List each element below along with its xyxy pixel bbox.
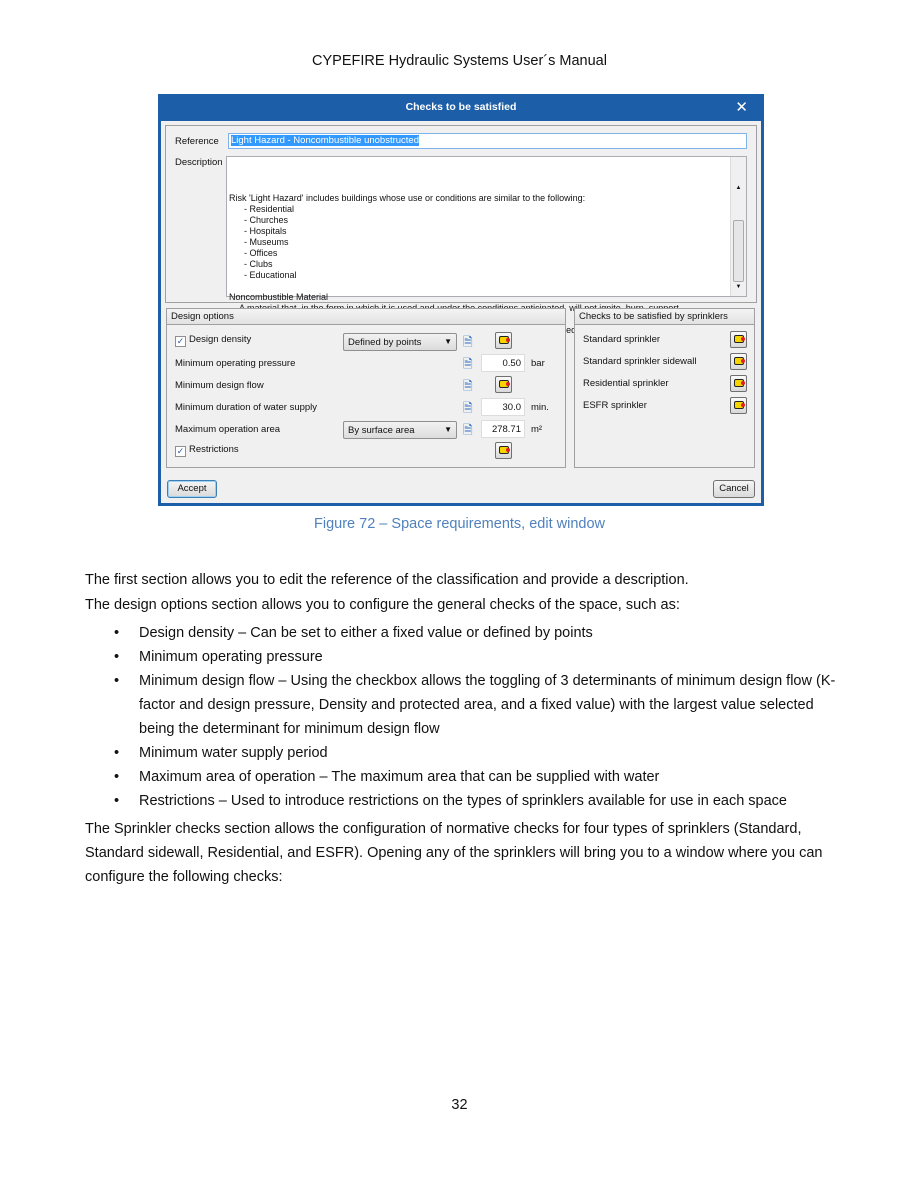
bullet-item: • Minimum design flow – Using the checkbox allows the toggling of 3 determinants of minimum design flow (K-factor and design pressure, Density and protected area, and a fixed value) with the largest value selected being the determinant for minimum design flow — [85, 669, 845, 741]
note-icon[interactable]: 🗎 — [463, 357, 473, 371]
paragraph: The first section allows you to edit the reference of the classification and provide a description. — [85, 572, 689, 588]
min-pressure-input[interactable]: 0.50 — [481, 354, 525, 372]
edit-restrictions-button[interactable] — [495, 442, 512, 459]
min-duration-label: Minimum duration of water supply — [175, 402, 318, 413]
description-line: - Clubs — [229, 259, 273, 269]
min-pressure-label: Minimum operating pressure — [175, 358, 296, 369]
bullet-item: • Design density – Can be set to either a fixed value or defined by points — [85, 621, 845, 645]
description-line: Risk 'Light Hazard' includes buildings whose use or conditions are similar to the following: — [229, 193, 586, 203]
edit-sprinkler-button[interactable] — [730, 397, 747, 414]
design-options-group — [166, 308, 566, 468]
chevron-down-icon: ▼ — [444, 425, 452, 434]
bullet-list — [85, 621, 845, 813]
description-line: - Churches — [229, 215, 289, 225]
max-area-select-value: By surface area — [348, 425, 415, 436]
min-flow-label: Minimum design flow — [175, 380, 264, 391]
min-duration-input[interactable]: 30.0 — [481, 398, 525, 416]
edit-sprinkler-button[interactable] — [730, 353, 747, 370]
scrollbar[interactable]: ▲ ▼ — [730, 157, 746, 296]
note-icon[interactable]: 🗎 — [463, 379, 473, 393]
bullet-item: • Minimum water supply period — [85, 741, 845, 765]
paragraph: The Sprinkler checks section allows the configuration of normative checks for four types of sprinklers (Standard, Standard sidewall, Residential, and ESFR). Opening any of the sprinklers will bring you to a window where you can configure the following checks: — [85, 821, 823, 885]
reference-input[interactable] — [228, 133, 747, 149]
description-textarea[interactable] — [226, 156, 747, 302]
design-density-select[interactable] — [343, 333, 457, 351]
design-density-checkbox[interactable]: ✓ Design density — [176, 334, 252, 346]
min-pressure-unit: bar — [531, 358, 545, 369]
design-options-title: Design options — [167, 309, 565, 325]
max-area-unit: m² — [531, 424, 543, 435]
paragraph: The design options section allows you to configure the general checks of the space, such as: — [85, 597, 680, 613]
accept-button[interactable]: Accept — [167, 480, 217, 498]
reference-value: Light Hazard - Noncombustible unobstructed — [231, 135, 419, 146]
sprinkler-label: Residential sprinkler — [583, 378, 669, 389]
sprinkler-checks-group — [574, 308, 755, 468]
design-density-label: Design density — [189, 334, 252, 345]
sprinkler-checks-title: Checks to be satisfied by sprinklers — [575, 309, 754, 325]
page-header: CYPEFIRE Hydraulic Systems User´s Manual — [312, 53, 607, 69]
cancel-button[interactable]: Cancel — [713, 480, 755, 498]
edit-design-density-button[interactable] — [495, 332, 512, 349]
page-number: 32 — [451, 1097, 468, 1113]
checks-dialog — [158, 94, 764, 506]
description-line: - Offices — [229, 248, 278, 258]
edit-sprinkler-button[interactable] — [730, 375, 747, 392]
sprinkler-label: Standard sprinkler — [583, 334, 661, 345]
description-line: - Educational — [229, 270, 297, 280]
min-duration-unit: min. — [531, 402, 549, 413]
description-line — [229, 281, 726, 292]
sprinkler-label: Standard sprinkler sidewall — [583, 356, 697, 367]
dialog-title-bar — [158, 94, 764, 121]
note-icon[interactable]: 🗎 — [463, 401, 473, 415]
note-icon[interactable]: 🗎 — [463, 335, 473, 349]
edit-min-flow-button[interactable] — [495, 376, 512, 393]
description-line: - Museums — [229, 237, 289, 247]
figure-caption: Figure 72 – Space requirements, edit window — [314, 516, 605, 532]
bullet-item: • Maximum area of operation – The maximum area that can be supplied with water — [85, 765, 845, 789]
description-line: Noncombustible Material — [229, 292, 329, 302]
reference-label: Reference — [175, 136, 219, 147]
max-area-select[interactable] — [343, 421, 457, 439]
body-text — [85, 568, 845, 889]
restrictions-label: Restrictions — [189, 444, 239, 455]
restrictions-checkbox[interactable]: ✓ Restrictions — [176, 444, 239, 456]
chevron-down-icon: ▼ — [444, 337, 452, 346]
close-icon[interactable]: ✕ — [735, 99, 748, 116]
note-icon[interactable]: 🗎 — [463, 423, 473, 437]
bullet-item: • Restrictions – Used to introduce restrictions on the types of sprinklers available for use in each space — [85, 789, 845, 813]
max-area-input[interactable]: 278.71 — [481, 420, 525, 438]
sprinkler-label: ESFR sprinkler — [583, 400, 647, 411]
description-line: - Hospitals — [229, 226, 287, 236]
description-line: - Residential — [229, 204, 295, 214]
bullet-item: • Minimum operating pressure — [85, 645, 845, 669]
description-label: Description — [175, 157, 223, 168]
dialog-title: Checks to be satisfied — [405, 101, 517, 113]
edit-sprinkler-button[interactable] — [730, 331, 747, 348]
max-area-label: Maximum operation area — [175, 424, 281, 435]
design-density-value: Defined by points — [348, 337, 422, 348]
